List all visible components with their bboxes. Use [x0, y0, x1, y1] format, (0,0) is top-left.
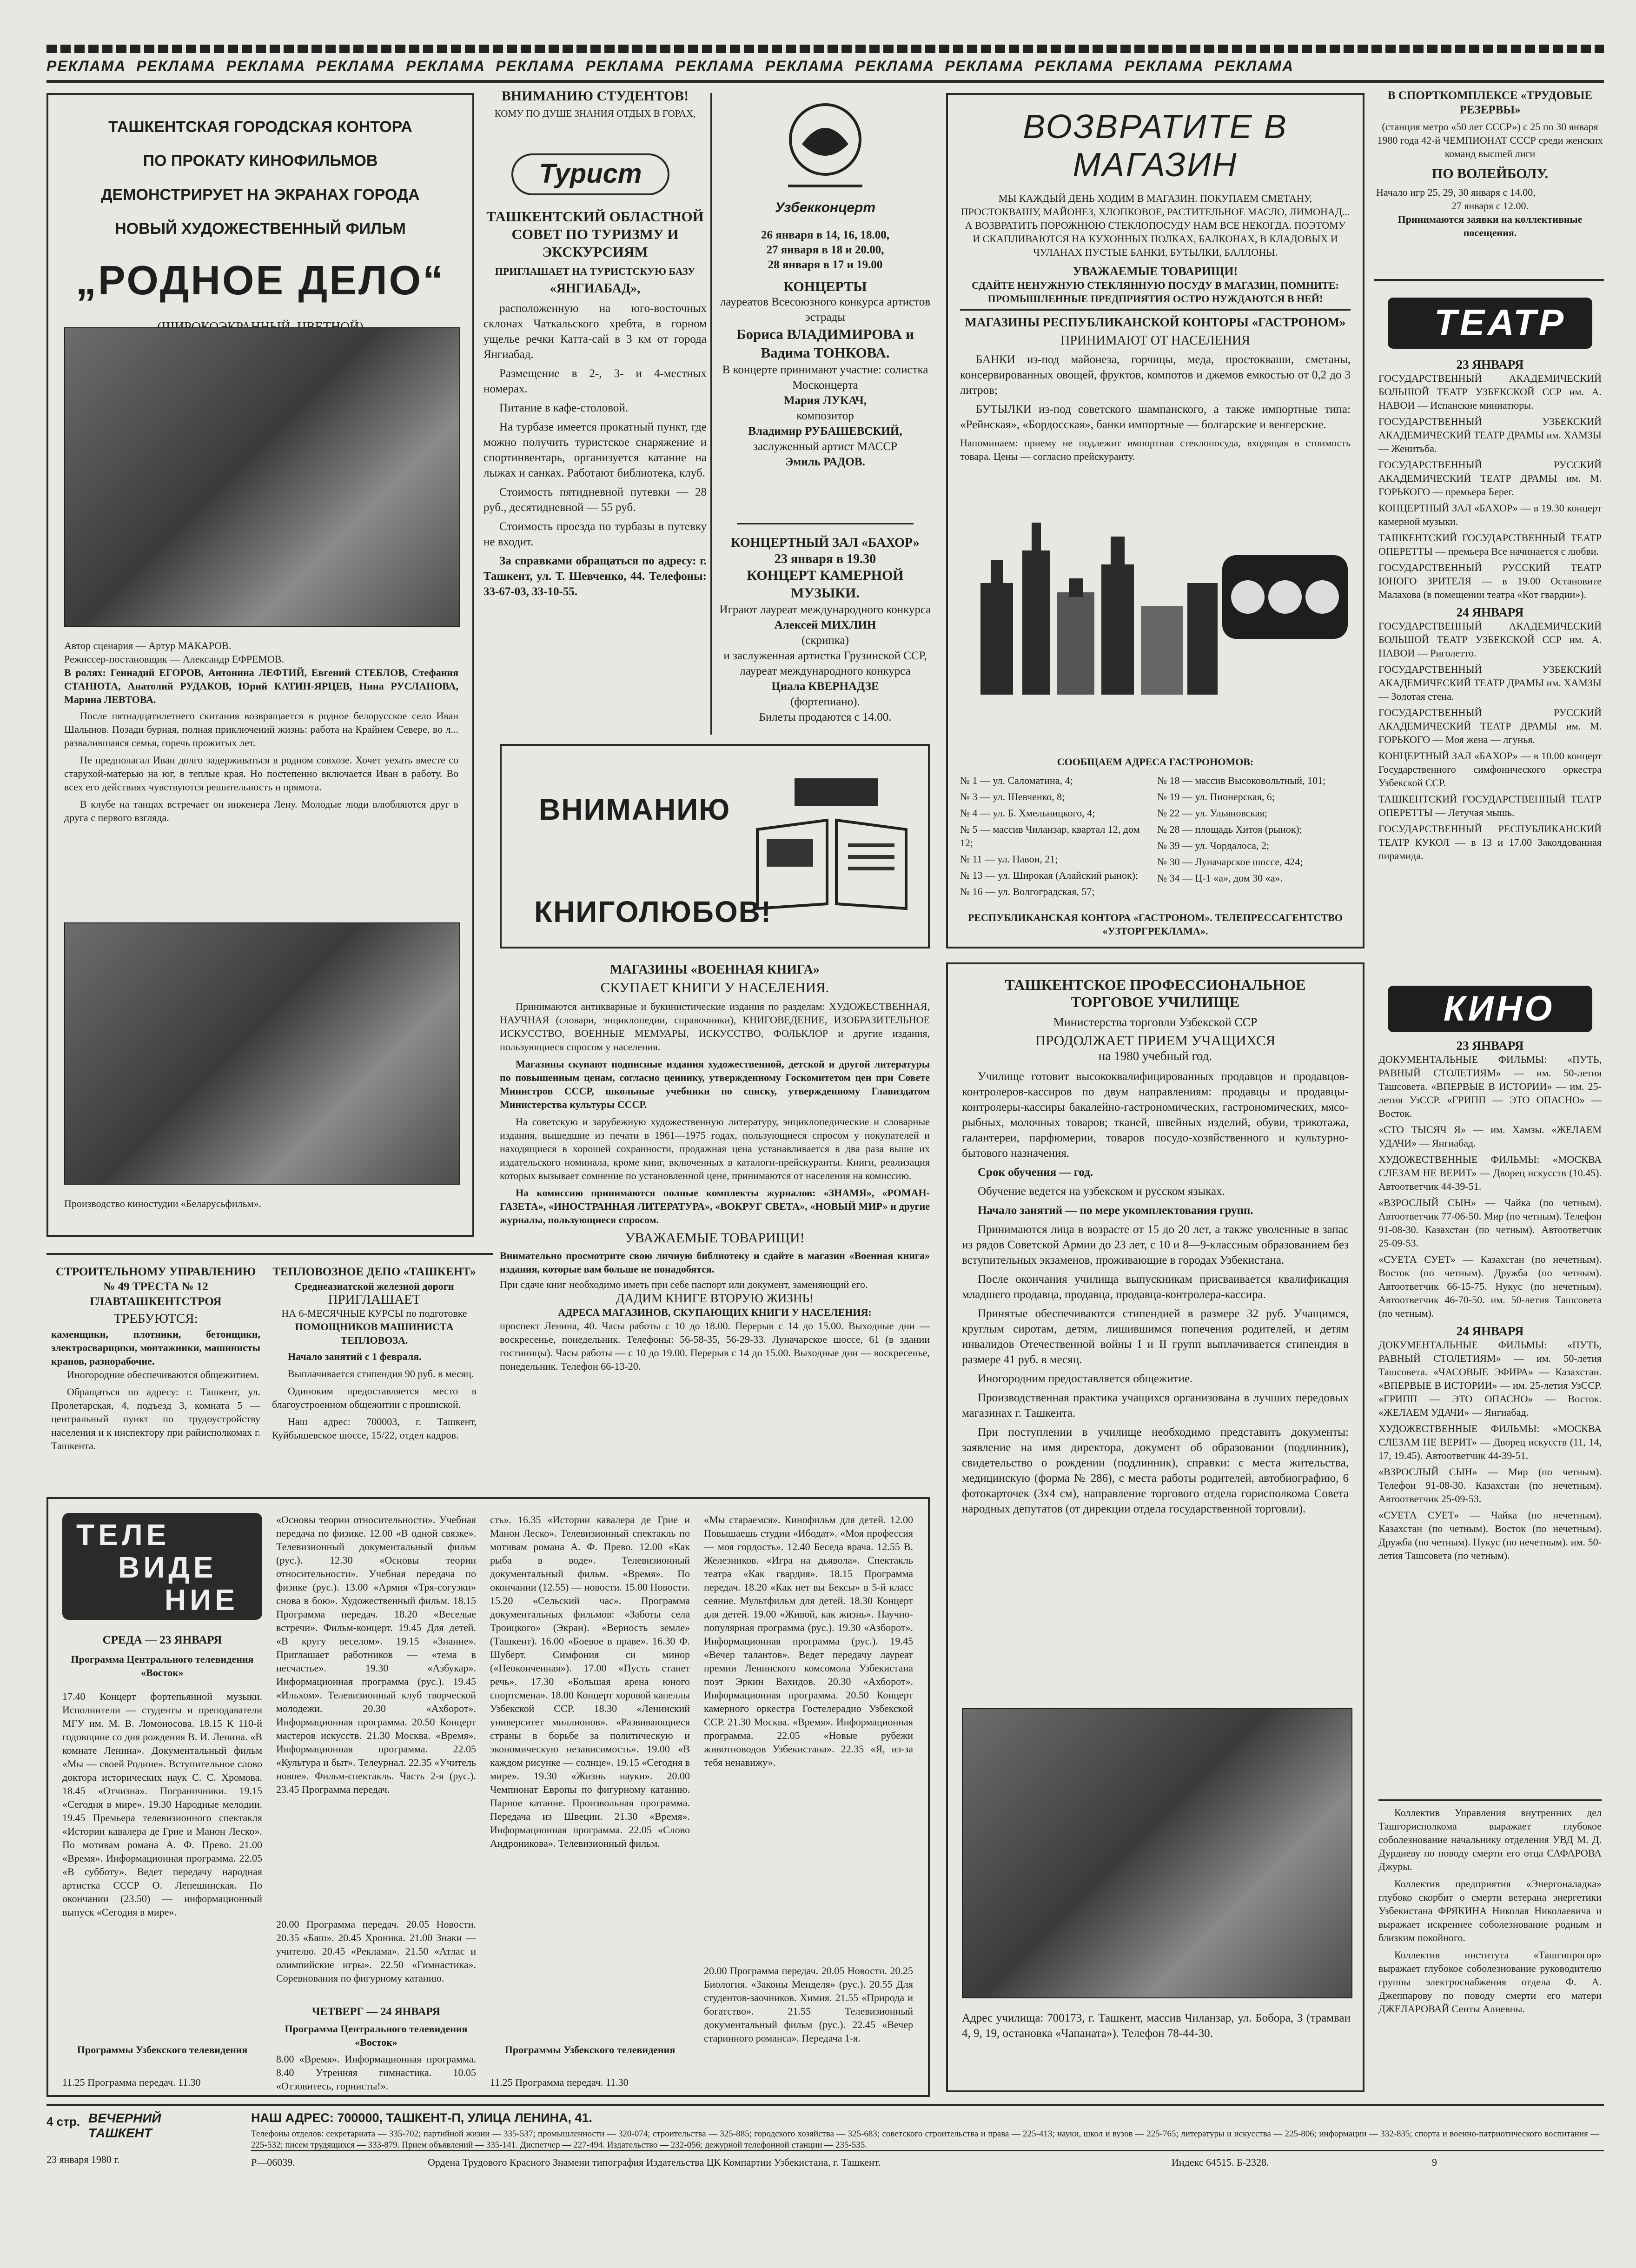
depot-position: ПОМОЩНИКОВ МАШИНИСТА ТЕПЛОВОЗА. [295, 1321, 454, 1346]
sport-title: В СПОРТКОМПЛЕКСЕ «ТРУДОВЫЕ РЕЗЕРВЫ» [1387, 89, 1593, 116]
books-text-para: Магазины скупают подписные издания художественной, детской и другой литературы по повышенным ценам, согласно ценнику, утвержденному Госкомитетом цен при Совете Министров СССР, школьные учебники по списку, утвержденному Главиздатом Министерства культуры СССР. [500, 1058, 930, 1110]
gastronom-address: № 19 — ул. Пионерская, 6; [1157, 791, 1275, 802]
concert-performer: Эмиль РАДОВ. [785, 456, 865, 468]
theatre-listing: ТАШКЕНТСКИЙ ГОСУДАРСТВЕННЫЙ ТЕАТР ОПЕРЕТТЫ — Летучая мышь. [1378, 793, 1602, 818]
film-plot: В клубе на танцах встречает он инженера Лену. Молодые люди влюбляются друг в друга с первого взгляда. [64, 798, 458, 823]
divider [46, 80, 1604, 83]
tv-program-title: Программа Центрального телевидения «Восток» [71, 1653, 254, 1678]
film-org-line: ТАШКЕНТСКАЯ ГОРОДСКАЯ КОНТОРА [108, 118, 412, 136]
order-index: Индекс 64515. Б-2328. [1172, 2156, 1269, 2168]
tv-column: «Мы стараемся». Кинофильм для детей. 12.00 Повышаешь студии «Ибодат». «Моя профессия — моя гордость». 12.40 Беседа врача. 12.55 В. Железников. «Игра на дьявола». Спектакль театра «Как гвардия». 18.15 Программа передач. 18.20 «Как нет вы Бексы» в 5-й класс сеяние. Мультфильм для детей. 18.30 Концерт для детей. 19.00 «Живой, как жизнь». Научно-популярная программа (рус.). 19.30 «Азборот». Информационная программа (рус.). 19.45 «Вечер талантов». Ведет передачу лауреат премии Ленинского комсомола Узбекистана поэт Эркин Вахидов. 20.30 «Ахборот». Информационная программа. 20.50 Концерт камерного оркестра Гостелерадио Узбекской ССР. 21.30 Москва. «Время». Информационная программа. 22.05 «Новые рубежи животноводов Узбекистана». 22.35 «Я, из-за тебя ненавижу». [704, 1514, 913, 1768]
ad-strip [46, 58, 1604, 76]
sport-ad [1376, 88, 1604, 288]
return-bottles: БУТЫЛКИ из-под советского шампанского, а также импортные типа: «Рейнская», «Бордосская», банки импортные — болгарские и венгерские. [960, 403, 1351, 431]
gastronom-address: № 16 — ул. Волгоградская, 57; [960, 886, 1095, 897]
divider [1374, 279, 1604, 281]
page-number: 4 стр. [46, 2115, 80, 2129]
theatre-listing: ГОСУДАРСТВЕННЫЙ РУССКИЙ АКАДЕМИЧЕСКИЙ ТЕАТР ДРАМЫ им. М. ГОРЬКОГО — Моя жена — лгунья. [1378, 707, 1602, 745]
condolence-notice: Коллектив предприятия «Энергоналадка» глубоко скорбит о смерти ветерана энергетики Узбекистана ФРЯКИНА Николая Николаевича и выражает искреннее соболезнование родным и близким покойного. [1378, 1878, 1602, 1943]
film-plot: Не предполагал Иван долго задерживаться в родном совхозе. Хочет уехать вместе со старухой-матерью на юг, в теплые края. Но постепенно включается Иван в работу. Во всех его действиях чувствуются решительность и прямота. [64, 754, 458, 793]
tv-logo-text: ТЕЛЕ [76, 1518, 170, 1552]
ad-label: РЕКЛАМА [496, 58, 576, 74]
film-credit: Автор сценария — Артур МАКАРОВ. [64, 640, 232, 651]
gastronom-address: № 18 — массив Высоковольтный, 101; [1157, 775, 1326, 786]
tourist-sub: КОМУ ПО ДУШЕ ЗНАНИЯ ОТДЫХ В ГОРАХ, [494, 108, 696, 119]
hall-play: Играют лауреат международного конкурса [719, 603, 931, 616]
school-text: Училище готовит высококвалифицированных продавцов и продавцов-контролеров-кассиров по двум направлениям: продавцы и продавцы-контролеры-кассиры бакалейно-гастрономических, гастрономических, мясо-рыбных, молочных товаров; тканей, швейных изделий, обуви, трикотажа, галантереи, парфюмерии, товаров посудо-хозяйственного и культурно-бытового назначения. [962, 1070, 1349, 1160]
gastronom-address: № 1 — ул. Саломатина, 4; [960, 775, 1073, 786]
open-book-illustration [748, 774, 915, 913]
school-ministry: Министерства торговли Узбекской ССР [1053, 1015, 1258, 1029]
gastronom-address: № 30 — Луначарское шоссе, 424; [1157, 856, 1303, 868]
theatre-listings [1378, 358, 1602, 1055]
tv-column: «Основы теории относительности». Учебная передача по физике. 12.00 «В одной связке». Телевизионный документальный фильм (рус.). 12.30 «Основы теории относительности». Учебная передача по физике (рус.). 13.00 «Армия «Тря-согузки» снова в бою». Художественный фильм. 18.15 Программа передач. 18.20 «Веселые встречи». Фильм-концерт. 19.45 Для детей. «В кругу веселом». 19.15 «Знание». Приглашает работников — «тема в несчастье». 19.30 «Азбукар». Информационная программа (рус.). 19.45 «Ильхом». Телевизионный клуб творческой молодежи. 20.30 «Ахборот». Информационная программа. 20.50 Концерт мастеров искусств. 21.30 Москва. «Время». Информационная программа. 22.05 «Культура и быт». Телеурнал. 22.35 «Учитель новое». Фильм-спектакль. Часть 2-я (рус.). 23.45 Программа передач. [276, 1514, 476, 1795]
ad-label: РЕКЛАМА [1034, 58, 1114, 74]
tv-column: 8.00 «Время». Информационная программа. 8.40 Утренняя гимнастика. 10.05 «Отзовитесь, горнисты!». [276, 2053, 476, 2092]
school-address: Адрес училища: 700173, г. Ташкент, массив Чиланзар, ул. Бобора, 3 (трамваи 4, 9, 19, остановка «Чапаната»). Телефон 78-44-30. [962, 2012, 1351, 2040]
books-passport: При сдаче книг необходимо иметь при себе паспорт или документ, заменяющий его. [500, 1279, 868, 1290]
condolence-notice: Коллектив Управления внутренних дел Ташгорисполкома выражает глубокое соболезнование начальнику отделения УВД М. Д. Дурдиеву по поводу смерти его отца САФАРОВА Джуры. [1378, 1807, 1602, 1872]
film-title: „РОДНОЕ ДЕЛО“ [75, 257, 445, 303]
cinema-banner-text: КИНО [1444, 989, 1555, 1028]
hall-performer: Алексей МИХЛИН [774, 619, 876, 631]
return-org: МАГАЗИНЫ РЕСПУБЛИКАНСКОЙ КОНТОРЫ «ГАСТРОНОМ» [965, 315, 1346, 329]
return-banks: БАНКИ из-под майонеза, горчицы, меда, простокваши, сметаны, консервированных овощей, фруктов, компотов и джемов емкостью от 0,2 до 3 литров; [960, 353, 1351, 397]
cinema-listing: ХУДОЖЕСТВЕННЫЕ ФИЛЬМЫ: «МОСКВА СЛЕЗАМ НЕ ВЕРИТ» — Дворец искусств (11, 14, 17, 19.45). Автоответчик 44-39-51. [1378, 1423, 1602, 1461]
top-border [46, 45, 1604, 53]
theatre-listing: ГОСУДАРСТВЕННЫЙ УЗБЕКСКИЙ АКАДЕМИЧЕСКИЙ ТЕАТР ДРАМЫ им. ХАМЗЫ — Золотая стена. [1378, 663, 1602, 702]
return-bottles-ad [946, 93, 1364, 948]
film-still-forest [64, 922, 460, 1185]
tv-column: 20.00 Программа передач. 20.05 Новости. 20.25 Биология. «Законы Менделя» (рус.). 20.55 Для студентов-заочников. Химия. 21.55 «Природа и богатство». 21.55 Телевизионный документальный фильм (рус.). 22.45 «Вечер старинного романса». Передача 1-я. [704, 1965, 913, 2044]
tv-day: СРЕДА — 23 ЯНВАРЯ [102, 1634, 222, 1646]
tourist-text: Стоимость пятидневной путевки — 28 руб., десятидневной — 55 руб. [484, 486, 707, 514]
theatre-listing: ГОСУДАРСТВЕННЫЙ РУССКИЙ АКАДЕМИЧЕСКИЙ ТЕАТР ДРАМЫ им. М. ГОРЬКОГО — премьера Берег. [1378, 459, 1602, 497]
cinema-banner [1388, 986, 1592, 1032]
theatre-listing: ГОСУДАРСТВЕННЫЙ РУССКИЙ ТЕАТР ЮНОГО ЗРИТЕЛЯ — в 19.00 Остановите Малахова (в помещении театра «Кот гвардии»). [1378, 562, 1602, 600]
tv-column: 11.25 Программа передач. 11.30 [62, 2076, 201, 2088]
film-studio: Производство киностудии «Беларусьфильм». [64, 1198, 262, 1209]
tourist-base: «ЯНГИАБАД», [550, 281, 641, 296]
divider [737, 523, 914, 524]
tourist-text: Размещение в 2-, 3- и 4-местных номерах. [484, 367, 707, 395]
theatre-listing: ГОСУДАРСТВЕННЫЙ РЕСПУБЛИКАНСКИЙ ТЕАТР КУКОЛ — в 13 и 17.00 Заколдованная пирамида. [1378, 823, 1602, 862]
gastronom-address: № 3 — ул. Шевченко, 8; [960, 791, 1065, 802]
tv-program-title: Программа Центрального телевидения «Восток» [285, 2023, 468, 2048]
tv-column: 11.25 Программа передач. 11.30 [490, 2076, 629, 2088]
depot-address: Наш адрес: 700003, г. Ташкент, Куйбышевское шоссе, 15/22, отдел кадров. [272, 1416, 477, 1441]
depot-org: ТЕПЛОВОЗНОЕ ДЕПО «ТАШКЕНТ» [272, 1266, 476, 1278]
ad-label: РЕКЛАМА [226, 58, 306, 74]
ad-label: РЕКЛАМА [1124, 58, 1204, 74]
trust-ad [51, 1265, 260, 1479]
cinema-listing: «СУЕТА СУЕТ» — Чайка (по нечетным). Казахстан (по четным). Восток (по нечетным). Дружба (по четным). Нукус (по нечетным). им. 50-летия Ташсовета (по четным). [1378, 1509, 1602, 1561]
depot-course: НА 6-МЕСЯЧНЫЕ КУРСЫ по подготовке [281, 1307, 467, 1319]
school-year: на 1980 учебный год. [1098, 1049, 1212, 1063]
cinema-listing: ДОКУМЕНТАЛЬНЫЕ ФИЛЬМЫ: «ПУТЬ, РАВНЫЙ СТОЛЕТИЯМ» — им. 50-летия Ташсовета. «ВПЕРВЫЕ В ИСТОРИИ» — им. 25-летия УзССР. «ГРИПП — ЭТО ОПАСНО» — Восток. [1378, 1054, 1602, 1119]
ad-label: РЕКЛАМА [46, 58, 126, 74]
school-text: Обучение ведется на узбекском и русском языках. [978, 1185, 1225, 1198]
return-accept: ПРИНИМАЮТ ОТ НАСЕЛЕНИЯ [1060, 333, 1250, 348]
tv-program-title: Программы Узбекского телевидения [77, 2044, 248, 2056]
books-addr-head: АДРЕСА МАГАЗИНОВ, СКУПАЮЩИХ КНИГИ У НАСЕЛЕНИЯ: [558, 1306, 872, 1318]
hall-performer-role: (скрипка) [801, 634, 849, 647]
concert-performer: композитор [796, 410, 854, 422]
ad-label: РЕКЛАМА [405, 58, 486, 74]
sport-start: 27 января с 12.00. [1451, 200, 1529, 212]
theatre-banner [1388, 298, 1592, 349]
gastronom-address: № 39 — ул. Чордалоса, 2; [1157, 840, 1270, 851]
film-cast: В ролях: Геннадий ЕГОРОВ, Антонина ЛЕФТИЙ, Евгений СТЕБЛОВ, Стефания СТАНЮТА, Анатолий РУДАКОВ, Юрий КАТИН-ЯРЦЕВ, Нина РУСЛАНОВА, Марина ЛЕВТОВА. [64, 667, 458, 705]
tv-program-title: Программы Узбекского телевидения [504, 2044, 676, 2056]
return-note: Напоминаем: приему не подлежит импортная стеклопосуда, входящая в стоимость товара. Цены — согласно прейскуранту. [960, 437, 1351, 462]
books-text-para: Принимаются антикварные и букинистические издания по разделам: ХУДОЖЕСТВЕННАЯ, НАУЧНАЯ (словари, энциклопедии, справочники), КНИГОВЕДЕНИЕ, ИЗОБРАЗИТЕЛЬНОЕ ИСКУССТВО, ВОЕННЫЕ МЕМУАРЫ, ИСКУССТВО, ФОЛЬКЛОР и другие издания, пользующиеся спросом у населения. [500, 1001, 930, 1053]
return-body: МЫ КАЖДЫЙ ДЕНЬ ХОДИМ В МАГАЗИН. ПОКУПАЕМ СМЕТАНУ, ПРОСТОКВАШУ, МАЙОНЕЗ, ХЛОПКОВОЕ, РАСТИТЕЛЬНОЕ МАСЛО, ЛИМОНАД... А ВОЗВРАТИТЬ ПОРОЖНЮЮ СТЕКЛОПОСУДУ НАМ ВСЕ НЕКОГДА. ПОЭТОМУ И СКАПЛИВАЮТСЯ НА КУХОННЫХ ПОЛКАХ, БАЛКОНАХ, В КЛАДОВЫХ И ЧУЛАНАХ ПУСТЫЕ БАНКИ, БУТЫЛКИ, БАЛЛОНЫ. [960, 192, 1350, 258]
books-text [500, 962, 930, 1479]
cinema-listing: ДОКУМЕНТАЛЬНЫЕ ФИЛЬМЫ: «ПУТЬ, РАВНЫЙ СТОЛЕТИЯМ» — им. 50-летия Ташсовета. «ЧАСОВЫЕ ЭФИРА» — Казахстан. «ВПЕРВЫЕ В ИСТОРИИ» — им. 25-летия УзССР. «ГРИПП — ЭТО ОПАСНО» — Восток. «ЖЕЛАЕМ УДАЧИ» — Янгиабад. [1378, 1339, 1602, 1418]
theatre-listing: ГОСУДАРСТВЕННЫЙ УЗБЕКСКИЙ АКАДЕМИЧЕСКИЙ ТЕАТР ДРАМЫ им. ХАМЗЫ — Женитьба. [1378, 416, 1602, 454]
theatre-date: 23 ЯНВАРЯ [1456, 358, 1524, 371]
depot-start: Начало занятий с 1 февраля. [288, 1351, 422, 1362]
books-ad [500, 744, 930, 948]
books-check: Внимательно просмотрите свою личную библиотеку и сдайте в магазин «Военная книга» издания, которые вам больше не понадобятся. [500, 1250, 930, 1275]
sport-start: Начало игр 25, 29, 30 января с 14.00, [1376, 186, 1536, 198]
hall-name: КОНЦЕРТНЫЙ ЗАЛ «БАХОР» [731, 536, 920, 550]
ad-label: РЕКЛАМА [316, 58, 396, 74]
divider [46, 2104, 1604, 2106]
school-text: Иногородним предоставляется общежитие. [978, 1373, 1193, 1385]
school-text: После окончания училища выпускникам присваивается квалификация младшего продавца, продавца, продавца-контролера-кассира. [962, 1273, 1349, 1301]
divider [251, 2150, 1604, 2151]
film-ad [46, 93, 474, 1237]
concert-part: В концерте принимают участие: солистка Москонцерта [722, 364, 928, 391]
film-org-line: ПО ПРОКАТУ КИНОФИЛЬМОВ [143, 152, 378, 170]
gastronom-address: № 34 — Ц-1 «а», дом 30 «а». [1157, 872, 1283, 884]
ad-label: РЕКЛАМА [585, 58, 665, 74]
depot-rail: Среднеазиатской железной дороги [294, 1280, 454, 1292]
tv-program [46, 1497, 930, 2097]
divider [46, 1253, 493, 1255]
school-title: ТАШКЕНТСКОЕ ПРОФЕССИОНАЛЬНОЕ [1005, 976, 1306, 993]
film-plot: После пятнадцатилетнего скитания возвращается в родное белорусское село Иван Шалынов. Позади бурная, полная приключений жизнь: работа на Крайнем Севере, во л... развалившаяся семья, горечь прожитых лет. [64, 710, 458, 749]
concert-artists: Бориса ВЛАДИМИРОВА и Вадима ТОНКОВА. [736, 326, 914, 361]
concert-logo-text: Узбекконцерт [775, 200, 876, 215]
theatre-listing: КОНЦЕРТНЫЙ ЗАЛ «БАХОР» — в 10.00 концерт Государственного симфонического оркестра Узбекской ССР. [1378, 750, 1602, 789]
tourist-head: ВНИМАНИЮ СТУДЕНТОВ! [501, 88, 689, 104]
ad-label: РЕКЛАМА [675, 58, 755, 74]
concert-sub: лауреатов Всесоюзного конкурса артистов эстрады [720, 296, 931, 324]
gastronom-address: № 11 — ул. Навои, 21; [960, 853, 1058, 865]
trust-need: ТРЕБУЮТСЯ: [113, 1311, 198, 1326]
bottles-illustration [962, 509, 1352, 704]
gastronom-address: № 4 — ул. Б. Хмельницкого, 4; [960, 807, 1095, 819]
ad-label: РЕКЛАМА [1214, 58, 1294, 74]
tv-day: ЧЕТВЕРГ — 24 ЯНВАРЯ [311, 2006, 441, 2018]
books-shop: МАГАЗИНЫ «ВОЕННАЯ КНИГА» [610, 962, 820, 977]
cinema-date: 24 ЯНВАРЯ [1456, 1324, 1524, 1338]
gastronom-address: № 13 — ул. Широкая (Алайский рынок); [960, 869, 1139, 881]
school-text: Производственная практика учащихся организована в лучших передовых магазинах г. Ташкента. [962, 1392, 1349, 1419]
sport-name: ПО ВОЛЕЙБОЛУ. [1431, 166, 1549, 181]
school-text: При поступлении в училище необходимо представить документы: заявление на имя директора, документ об образовании (подлинник), свидетельство о рождении (подлинник), справки: с места жительства, медицинскую (форма № 286), с места работы родителей, автобиографию, 6 фотокарточек (3х4 см), направление торгового отдела горисполкома Совета народных депутатов (от дирекции отдела государственной торговли). [962, 1426, 1349, 1515]
ad-label: РЕКЛАМА [136, 58, 216, 74]
theatre-listing: ГОСУДАРСТВЕННЫЙ АКАДЕМИЧЕСКИЙ БОЛЬШОЙ ТЕАТР УЗБЕКСКОЙ ССР им. А. НАВОИ — Испанские миниатюры. [1378, 372, 1602, 411]
return-dear: УВАЖАЕМЫЕ ТОВАРИЩИ! [1073, 265, 1238, 278]
ad-label: РЕКЛАМА [854, 58, 935, 74]
trade-school-ad [946, 962, 1364, 2092]
tourist-text: Питание в кафе-столовой. [499, 402, 629, 414]
tv-column: 17.40 Концерт фортепьянной музыки. Исполнители — студенты и преподаватели МГУ им. М. В. Ломоносова. 18.15 К 110-й годовщине со дня рождения В. И. Ленина. «В комнате Ленина». Документальный фильм «Мы — своей Родине». Вступительное слово доктора исторических наук С. С. Хромова. 18.45 «Отчизна». Пограничники. 19.15 «Сегодня в мире». 19.30 Народные мелодии. 19.45 Премьера телевизионного спектакля «Истории кавалера де Грие и Манон Леско». По мотивам романа А. Ф. Прево. 21.00 «Время». Информационная программа. 22.05 «В субботу». Ведет передачу народная артистка СССР О. Лепешинская. По окончании (23.50) — информационный выпуск «Сегодня в мире». [62, 1691, 262, 1918]
hall-title: КОНЦЕРТ КАМЕРНОЙ МУЗЫКИ. [747, 568, 904, 601]
concert-date: 28 января в 17 и 19.00 [768, 259, 883, 271]
tv-logo-text: ВИДЕ [118, 1551, 217, 1584]
concert-performer: Мария ЛУКАЧ, [783, 394, 867, 407]
hall-text: и заслуженная артистка Грузинской ССР, лауреат международного конкурса [723, 650, 927, 677]
sheet-number: 9 [1432, 2156, 1437, 2168]
tv-column: сть». 16.35 «Истории кавалера де Грие и Манон Леско». Телевизионный спектакль по мотивам романа А. Ф. Прево. 12.00 «Как рыба в воде». Телевизионный документальный фильм. «Время». По окончании (12.55) — новости. 15.00 Новости. 15.20 «Сельский час». Программа документальных фильмов: «Заботы села Троицкого» (Экран). «Верность земле» (Ташкент). 16.00 «Боевое в праве». 16.30 Ф. Шуберт. Симфония си минор («Неоконченная»). 17.00 «Пусть станет речь». 17.30 «Большая арена юного спортсмена». 18.00 Концерт хоровой капеллы Узбекской ССР. 18.30 «Ленинский университет миллионов». «Развивающиеся страны в борьбе за политическую и экономическую независимость». 19.00 «В каждом рисунке — солнце». 19.15 «Сегодня в мире». 19.30 «Жизнь науки». 20.00 Чемпионат Европы по фигурному катанию. Парное катание. Произвольная программа. Передача из Швеции. 21.30 «Время». Информационная программа. 22.05 «Слово Андроникова». Телевизионный фильм. [490, 1514, 690, 1849]
books-text-para: На комиссию принимаются полные комплекты журналов: «ЗНАМЯ», «РОМАН-ГАЗЕТА», «ИНОСТРАННАЯ ЛИТЕРАТУРА», «ВОКРУГ СВЕТА», «НОВЫЙ МИР» и другие журналы, пользующиеся спросом. [500, 1187, 930, 1226]
school-continues: ПРОДОЛЖАЕТ ПРИЕМ УЧАЩИХСЯ [1035, 1032, 1276, 1048]
books-second: ДАДИМ КНИГЕ ВТОРУЮ ЖИЗНЬ! [616, 1291, 814, 1305]
divider [1378, 1799, 1602, 1801]
issue-date: 23 января 1980 г. [46, 2154, 120, 2165]
tourist-org: ТАШКЕНТСКИЙ ОБЛАСТНОЙ СОВЕТ ПО ТУРИЗМУ И ЭКСКУРСИЯМ [486, 208, 704, 260]
books-text-para: На советскую и зарубежную художественную литературу, энциклопедические и словарные издания, вышедшие из печати в 1961—1975 годах, пользующиеся спросом у покупателей и находящиеся в хорошей сохранности, продажная цена устанавливается в два раза выше их издательского номинала, кроме книг, включенных в каталоги-прейскуранты. Книги, реализация которых вызывает сомнение по установленной цене, принимаются от населения на комиссию. [500, 1116, 930, 1181]
gastronom-address: № 28 — площадь Хитоя (рынок); [1157, 823, 1302, 835]
tourist-logo-text: Турист [539, 159, 642, 189]
concert-date: 27 января в 18 и 20.00, [766, 244, 884, 256]
concert-ad [718, 84, 932, 735]
theatre-listing: КОНЦЕРТНЫЙ ЗАЛ «БАХОР» — в 19.30 концерт камерной музыки. [1378, 502, 1602, 527]
condolences [1378, 1799, 1602, 2106]
school-photo-shop [962, 1708, 1352, 1998]
film-credit: Режиссер-постановщик — Александр ЕФРЕМОВ. [64, 653, 285, 665]
cinema-date: 23 ЯНВАРЯ [1456, 1039, 1524, 1053]
cinema-listing: «ВЗРОСЛЫЙ СЫН» — Мир (по четным). Телефон 91-08-30. Казахстан (по нечетным). Автоответчик 25-09-53. [1378, 1466, 1602, 1505]
concert-date: 26 января в 14, 16, 18.00, [761, 229, 890, 241]
cinema-listing: «СУЕТА СУЕТ» — Казахстан (по нечетным). Восток (по четным). Дружба (по четным). Автоответчик 66-15-75. Нукус (по нечетным). Автоответчик 46-70-50. им. 50-летия Ташсовета (по четным). [1378, 1253, 1602, 1319]
editorial-phones: Телефоны отделов: секретариата — 335-702; партийной жизни — 335-537; промышленности — 320-074; строительства — 325-885; городского хозяйства — 325-683; советского строительства и права — 225-413; науки, школ и вузов — 225-765; литературы и искусства — 225-806; информации — 332-835; спорта и военно-патриотического воспитания — 225-532; писем трудящихся — 333-879. Прием объявлений — 335-141. Диспетчер — 227-494. Издательство — 232-056; дежурной телефонной станции — 235-535. [251, 2129, 1599, 2150]
school-text: Принятые обеспечиваются стипендией в размере 32 руб. Учащимся, круглым сиротам, детям, лишившимся попечения родителей, и детям инвалидов Отечественной войны I и II групп выплачивается стипендия в размере 41 руб. в месяц. [962, 1307, 1349, 1366]
addr-head: СООБЩАЕМ АДРЕСА ГАСТРОНОМОВ: [1057, 756, 1254, 768]
theatre-banner-text: ТЕАТР [1434, 302, 1567, 343]
masthead: ВЕЧЕРНИЙ ТАШКЕНТ [88, 2111, 161, 2140]
depot-dorm: Одиноким предоставляется место в благоустроенном общежитии с прошиской. [272, 1385, 477, 1410]
theatre-listing: ГОСУДАРСТВЕННЫЙ АКАДЕМИЧЕСКИЙ БОЛЬШОЙ ТЕАТР УЗБЕКСКОЙ ССР им. А. НАВОИ — Риголетто. [1378, 620, 1602, 659]
ad-label: РЕКЛАМА [945, 58, 1025, 74]
books-address: проспект Ленина, 40. Часы работы с 10 до 18.00. Перерыв с 14 до 15.00. Выходные дни — воскресенье, понедельник. Телефоны: 56-58-35, 56-29-33. Луначарское шоссе, 61 (в здании гостиницы). Часы работы — с 10 до 19.00. Перерыв с 14 до 15.00. Выходные дни — воскресенье, понедельник. Телефон 66-13-20. [500, 1320, 930, 1372]
trust-dorm: Иногородние обеспечиваются общежитием. [67, 1369, 259, 1380]
concert-logo [769, 93, 881, 205]
depot-invite: ПРИГЛАШАЕТ [328, 1292, 421, 1307]
tv-logo-text: НИЕ [165, 1583, 238, 1617]
cinema-listing: «ВЗРОСЛЫЙ СЫН» — Чайка (по четным). Автоответчик 77-06-50. Мир (по четным). Телефон 91-08-30. Казахстан (по четным). Автоответчик 25-09-53. [1378, 1197, 1602, 1249]
books-dear: УВАЖАЕМЫЕ ТОВАРИЩИ! [625, 1230, 805, 1246]
school-title: ТОРГОВОЕ УЧИЛИЩЕ [1071, 994, 1240, 1010]
books-head: КНИГОЛЮБОВ! [534, 895, 772, 928]
return-appeal: СДАЙТЕ НЕНУЖНУЮ СТЕКЛЯННУЮ ПОСУДУ В МАГАЗИН, ПОМНИТЕ: ПРОМЫШЛЕННЫЕ ПРЕДПРИЯТИЯ ОСТРО НУЖДАЮТСЯ В НЕЙ! [960, 279, 1351, 311]
concert-performer: заслуженный артист МАССР [753, 440, 898, 453]
books-buy: СКУПАЕТ КНИГИ У НАСЕЛЕНИЯ. [600, 979, 829, 995]
publication-index: P—06039. [251, 2156, 295, 2168]
depot-ad [272, 1265, 477, 1479]
gastronom-address: № 5 — массив Чиланзар, квартал 12, дом 12; [960, 823, 1140, 849]
tv-logo [62, 1513, 262, 1620]
sport-tickets: Принимаются заявки на коллективные посещения. [1398, 213, 1583, 239]
tourist-contact: За справками обращаться по адресу: г. Ташкент, ул. Т. Шевченко, 44. Телефоны: 33-67-03, 33-10-55. [484, 555, 707, 598]
condolence-notice: Коллектив института «Ташгипрогор» выражает глубокое соболезнование руководителю группы электроснабжения отдела Ф. А. Джеппарову по поводу смерти его матери ДЖЕЛАРОВАЙ Сенты Алиевны. [1378, 1949, 1602, 2015]
film-org-line: НОВЫЙ ХУДОЖЕСТВЕННЫЙ ФИЛЬМ [115, 220, 406, 238]
return-footer: РЕСПУБЛИКАНСКАЯ КОНТОРА «ГАСТРОНОМ». ТЕЛЕПРЕССАГЕНТСТВО «УЗТОРГРЕКЛАМА». [967, 912, 1343, 937]
hall-date: 23 января в 19.30 [774, 552, 876, 566]
theatre-date: 24 ЯНВАРЯ [1456, 605, 1524, 619]
editorial-address: НАШ АДРЕС: 700000, ТАШКЕНТ-П, УЛИЦА ЛЕНИНА, 41. [251, 2111, 593, 2125]
theatre-listing: ТАШКЕНТСКИЙ ГОСУДАРСТВЕННЫЙ ТЕАТР ОПЕРЕТТЫ — премьера Все начинается с любви. [1378, 532, 1602, 557]
school-text: Принимаются лица в возрасте от 15 до 20 лет, а также уволенные в запас из рядов Советской Армии до 23 лет, с 10 и 8—9-классным образованием без вступительных экзаменов, проживающие в городах Узбекистана. [962, 1223, 1349, 1267]
sport-body: (станция метро «50 лет СССР») с 25 по 30 января 1980 года 42-й ЧЕМПИОНАТ СССР среди женских команд высшей лиги [1377, 121, 1603, 159]
tourist-text: расположенную на юго-восточных склонах Чаткальского хребта, в горном ущелье речки Катта-сай в 3 км от города Янгиабад. [484, 302, 707, 361]
trust-list: каменщики, плотники, бетонщики, электросварщики, монтажники, машинисты кранов, разнорабочие. [51, 1328, 260, 1367]
tv-column: 20.00 Программа передач. 20.05 Новости. 20.35 «Баш». 20.45 Хроника. 21.00 Знаки — учителю. 20.45 «Реклама». 21.50 «Атлас и олимпийские игры». 22.50 «Гимнастика». Соревнования по фигурному катанию. [276, 1918, 476, 1984]
concert-title: КОНЦЕРТЫ [783, 279, 867, 294]
tourist-ad [484, 84, 707, 730]
cinema-listing: «СТО ТЫСЯЧ Я» — им. Хамзы. «ЖЕЛАЕМ УДАЧИ» — Янгиабад. [1378, 1124, 1602, 1149]
trust-address: Обращаться по адресу: г. Ташкент, ул. Пролетарская, 4, подъезд 3, комната 5 — центральный пункт по трудоустройству населения и к инспектору при райисполкомах г. Ташкента. [51, 1386, 260, 1452]
film-still-tractor [64, 327, 460, 627]
hall-performer-role: (фортепиано). [790, 696, 860, 708]
hall-tickets: Билеты продаются с 14.00. [759, 711, 892, 723]
school-text: Начало занятий — по мере укомплектования групп. [978, 1204, 1253, 1217]
hall-performer: Циала КВЕРНАДЗЕ [771, 680, 879, 693]
concert-performer: Владимир РУБАШЕВСКИЙ, [748, 425, 902, 438]
ad-label: РЕКЛАМА [765, 58, 845, 74]
divider [710, 93, 712, 735]
books-head: ВНИМАНИЮ [539, 793, 731, 826]
depot-pay: Выплачивается стипендия 90 руб. в месяц. [288, 1368, 474, 1379]
tourist-invite: ПРИГЛАШАЕТ НА ТУРИСТСКУЮ БАЗУ [495, 265, 695, 277]
cinema-listings [1378, 1039, 1602, 1783]
tourist-logo [511, 153, 669, 195]
printer-line: Ордена Трудового Красного Знамени типография Издательства ЦК Компартии Узбекистана, г. Ташкент. [428, 2156, 881, 2168]
return-title: ВОЗВРАТИТЕ В МАГАЗИН [1023, 108, 1288, 184]
gastronom-address: № 22 — ул. Ульяновская; [1157, 807, 1267, 819]
tourist-text: На турбазе имеется прокатный пункт, где можно получить туристское снаряжение и спортинвентарь, организуется катание на лыжах и санках. Работают библиотека, клуб. [484, 421, 707, 479]
trust-org: СТРОИТЕЛЬНОМУ УПРАВЛЕНИЮ № 49 ТРЕСТА № 12 ГЛАВТАШКЕНТСТРОЯ [56, 1266, 256, 1308]
cinema-listing: ХУДОЖЕСТВЕННЫЕ ФИЛЬМЫ: «МОСКВА СЛЕЗАМ НЕ ВЕРИТ» — Дворец искусств (10.45). Автоответчик 44-39-51. [1378, 1154, 1602, 1192]
film-org-line: ДЕМОНСТРИРУЕТ НА ЭКРАНАХ ГОРОДА [101, 186, 420, 204]
tourist-text: Стоимость проезда по турбазы в путевку не входит. [484, 520, 707, 548]
school-text: Срок обучения — год. [978, 1166, 1093, 1179]
